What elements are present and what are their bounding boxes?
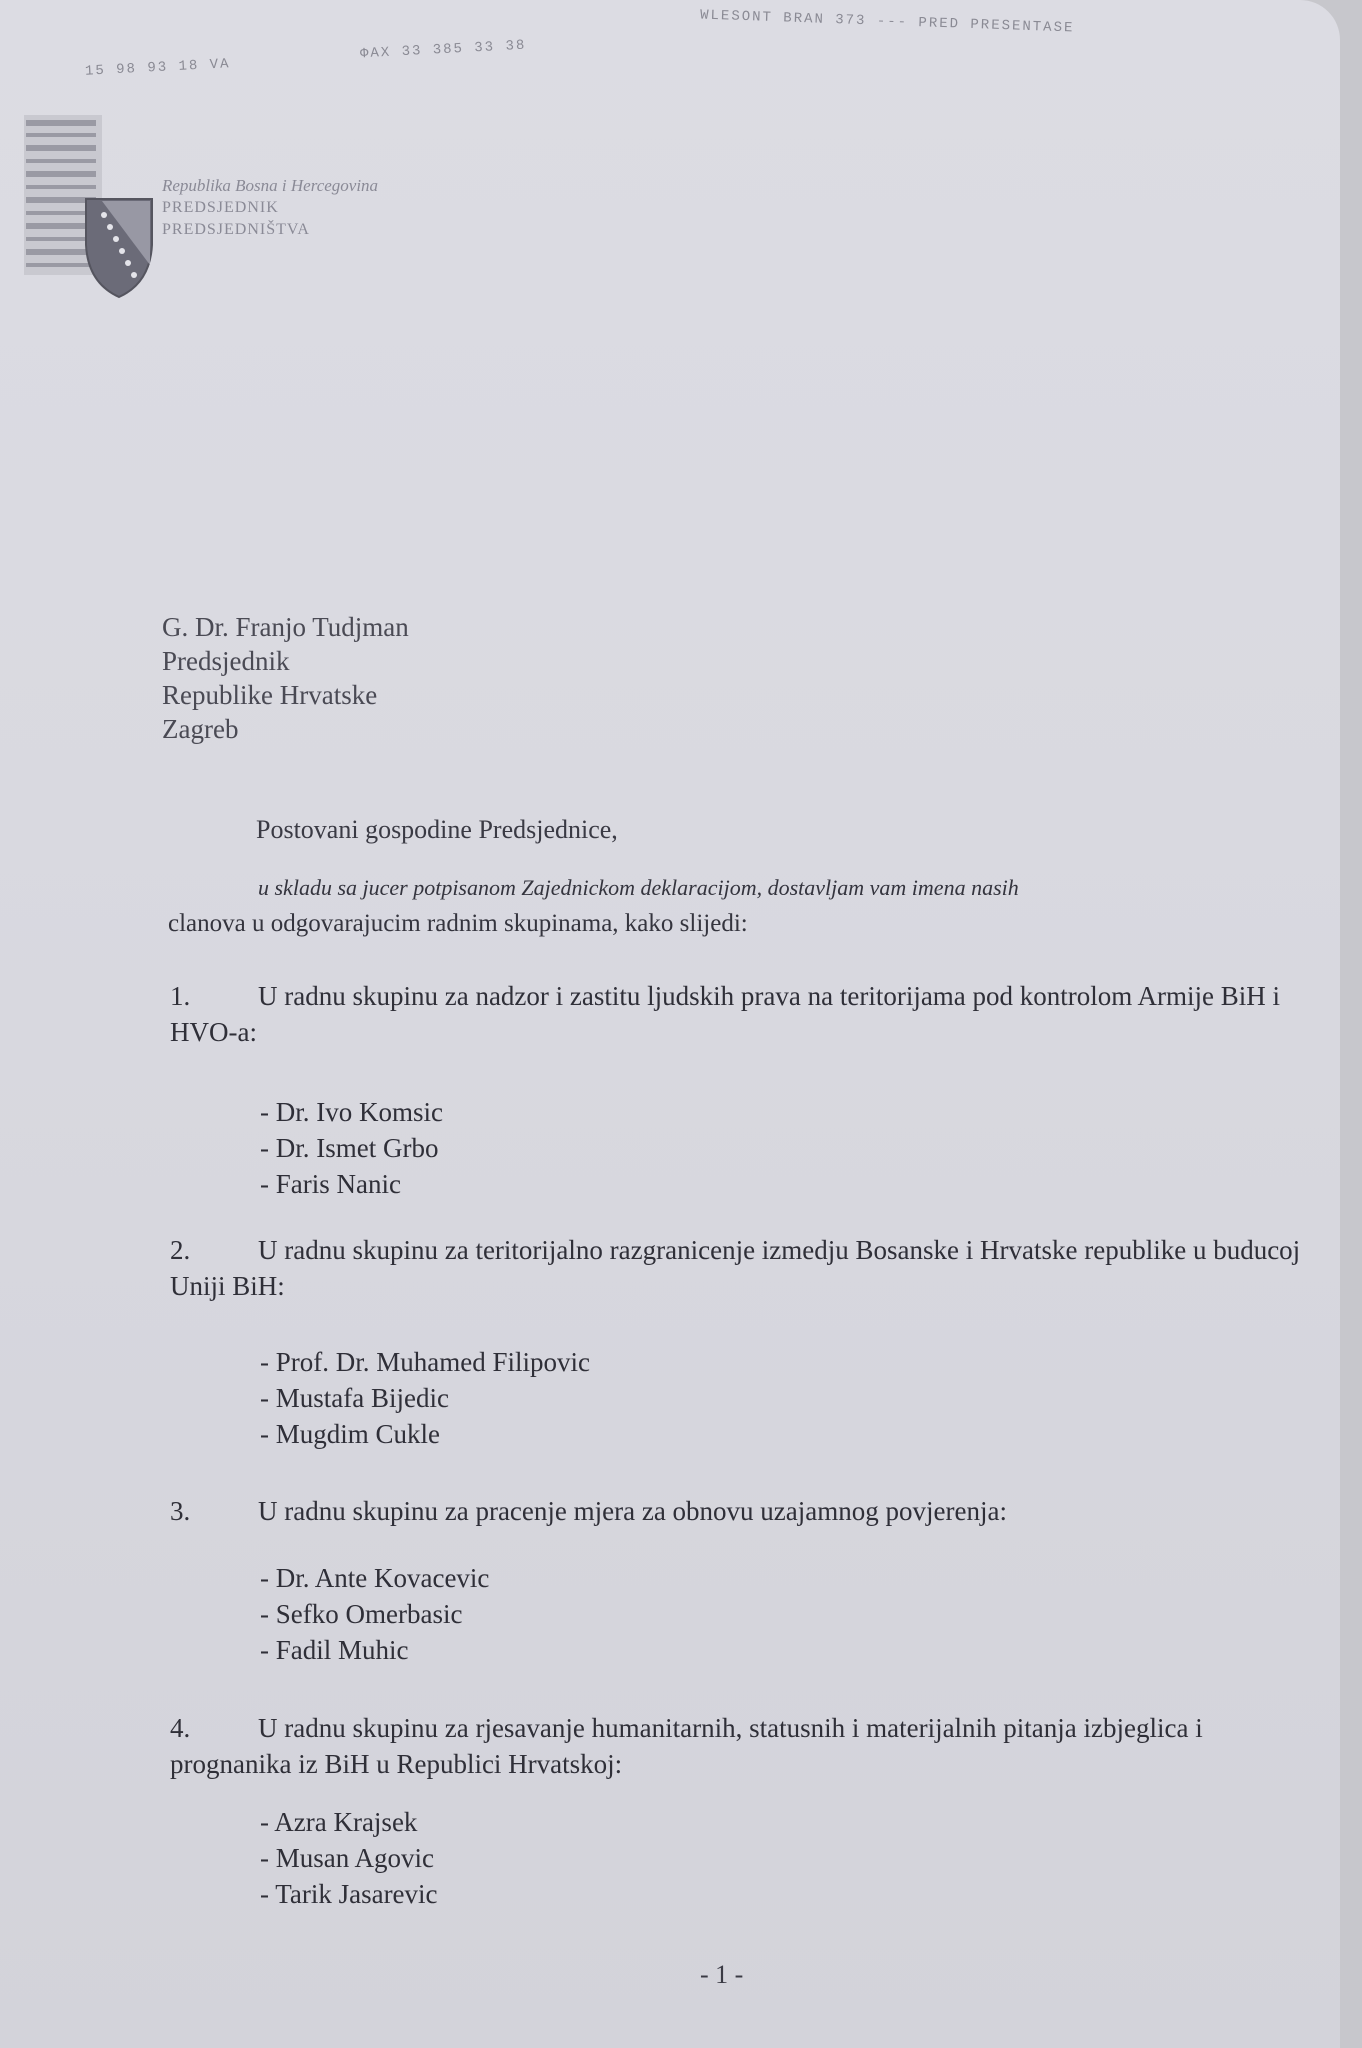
member-name: - Sefko Omerbasic [260, 1599, 463, 1629]
fax-header-part3: WLESONT BRAN 373 --- PRED PRESENTASE [699, 7, 1075, 37]
recipient-city: Zagreb [162, 714, 239, 744]
fax-header-part2: ФАХ 33 385 33 38 [359, 37, 527, 63]
letterhead-office: PREDSJEDNIŠTVA [162, 221, 310, 238]
fax-header-part1: 15 98 93 18 VA [84, 56, 231, 80]
member-name: - Musan Agovic [260, 1843, 434, 1873]
recipient-name: G. Dr. Franjo Tudjman [162, 612, 409, 642]
page-number: - 1 - [700, 1960, 744, 1989]
letterhead [162, 175, 378, 241]
intro-line-2: clanova u odgovarajucim radnim skupinama, kako slijedi: [168, 910, 748, 937]
group-2-members [260, 1344, 590, 1452]
group-3-members [260, 1560, 489, 1668]
group-4-heading [170, 1710, 1320, 1782]
group-number: 4. [170, 1713, 191, 1743]
member-name: - Tarik Jasarevic [260, 1879, 438, 1909]
member-name: - Fadil Muhic [260, 1635, 409, 1665]
group-1-members [260, 1094, 443, 1202]
member-name: - Dr. Ivo Komsic [260, 1097, 443, 1127]
coat-of-arms-icon [24, 115, 164, 305]
salutation: Postovani gospodine Predsjednice, [256, 815, 618, 844]
recipient-address [162, 610, 409, 746]
group-number: 2. [170, 1235, 191, 1265]
letterhead-country: Republika Bosna i Hercegovina [162, 176, 379, 195]
intro-line-1: u skladu sa jucer potpisanom Zajednickom deklaracijom, dostavljam vam imena nasih [258, 875, 1019, 900]
group-number: 1. [170, 981, 191, 1011]
group-number: 3. [170, 1496, 191, 1526]
recipient-title: Predsjednik [162, 646, 290, 676]
member-name: - Faris Nanic [260, 1169, 401, 1199]
recipient-country: Republike Hrvatske [162, 680, 378, 710]
member-name: - Dr. Ismet Grbo [260, 1133, 439, 1163]
member-name: - Mugdim Cukle [260, 1419, 440, 1449]
intro-paragraph [168, 870, 1308, 942]
member-name: - Dr. Ante Kovacevic [260, 1563, 490, 1593]
group-text: U radnu skupinu za rjesavanje humanitarnih, statusnih i materijalnih pitanja izbjeglica i prognanika iz BiH u Republici Hrvatskoj: [170, 1713, 1203, 1779]
group-4-members [260, 1804, 438, 1912]
member-name: - Mustafa Bijedic [260, 1383, 449, 1413]
member-name: - Prof. Dr. Muhamed Filipovic [260, 1347, 590, 1377]
group-2-heading [170, 1232, 1320, 1304]
group-text: U radnu skupinu za pracenje mjera za obnovu uzajamnog povjerenja: [258, 1496, 1007, 1526]
member-name: - Azra Krajsek [260, 1807, 418, 1837]
group-3-heading [170, 1493, 1320, 1529]
group-1-heading [170, 978, 1320, 1050]
group-text: U radnu skupinu za nadzor i zastitu ljudskih prava na teritorijama pod kontrolom Armije BiH i HVO-a: [170, 981, 1281, 1047]
letterhead-title: PREDSJEDNIK [162, 199, 279, 216]
group-text: U radnu skupinu za teritorijalno razgranicenje izmedju Bosanske i Hrvatske republike u buducoj Uniji BiH: [170, 1235, 1301, 1301]
